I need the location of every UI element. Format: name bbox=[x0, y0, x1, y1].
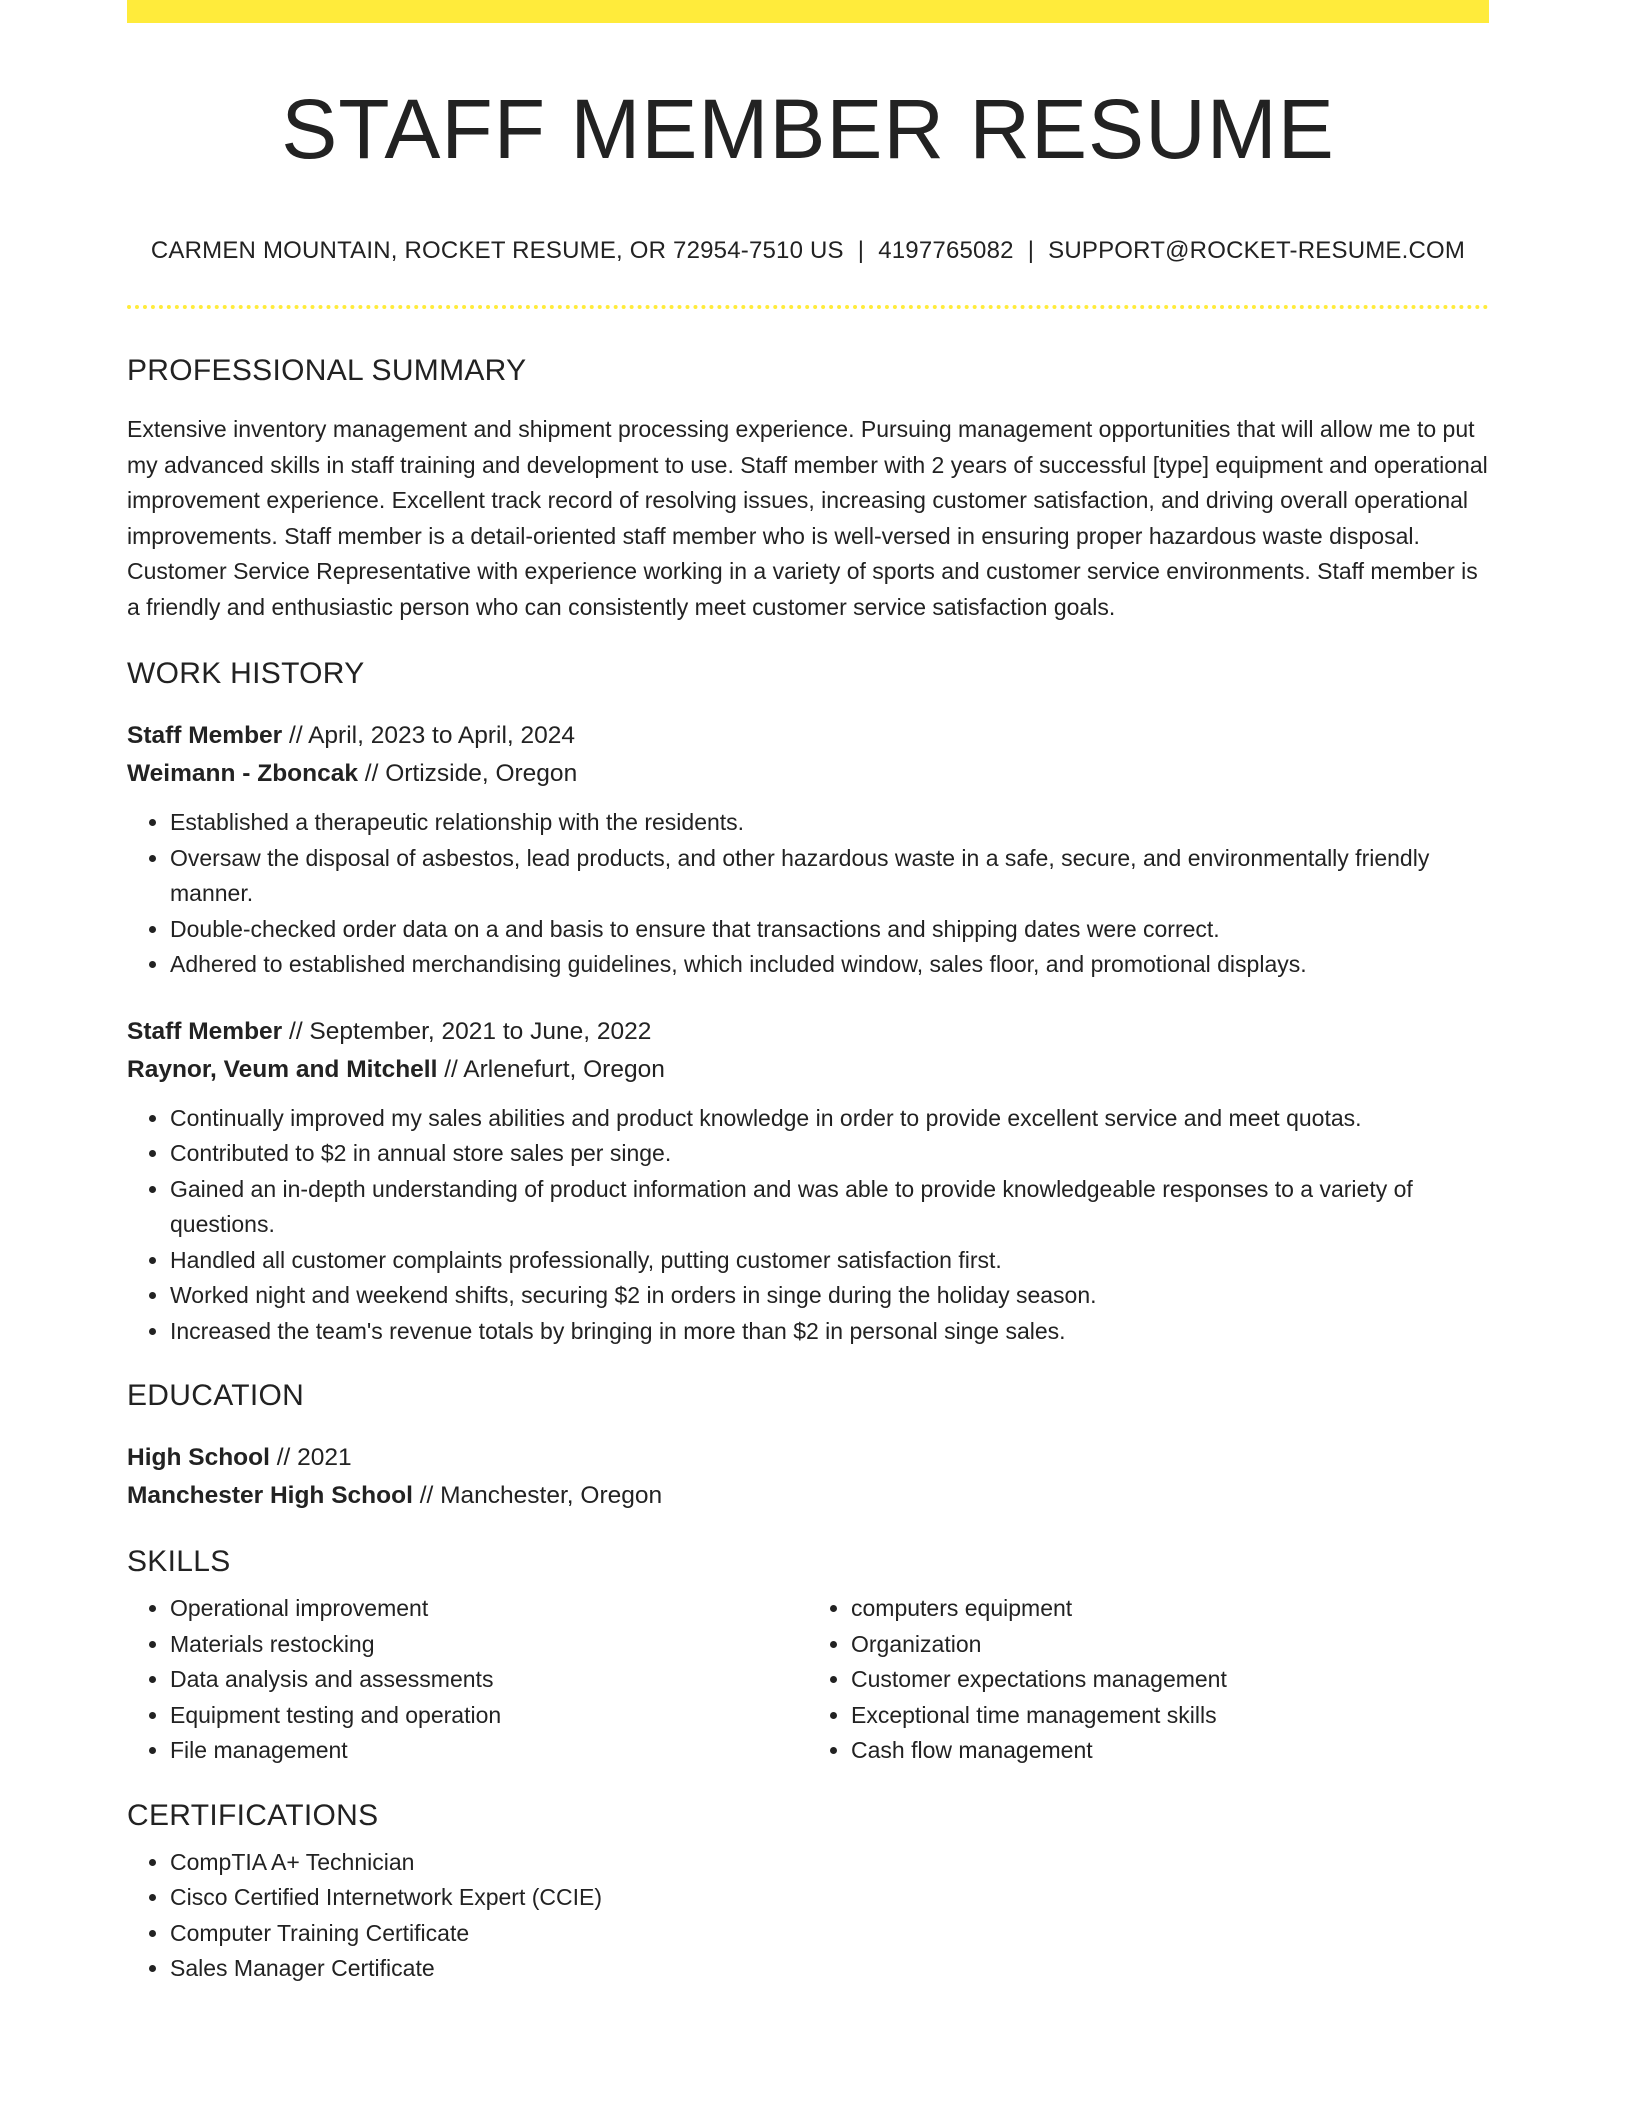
education-heading: EDUCATION bbox=[127, 1379, 305, 1413]
certification-item: • Cisco Certified Internetwork Expert (CCIE) bbox=[170, 1880, 1489, 1916]
skills-columns bbox=[127, 1591, 1489, 1769]
job-company: Raynor, Veum and Mitchell bbox=[127, 1055, 438, 1083]
summary-text: Extensive inventory management and shipment processing experience. Pursuing management opportunities that will allow me to put my advanced skills in staff training and development to use. Staff member with 2 years of successful [type] equipment and operational improvement experience. Excellent track record of resolving issues, increasing customer satisfaction, and driving overall operational improvements. Staff member is a detail-oriented staff member who is well-versed in ensuring proper hazardous waste disposal. Customer Service Representative with experience working in a variety of sports and customer service environments. Staff member is a friendly and enthusiastic person who can consistently meet customer service satisfaction goals. bbox=[127, 416, 1488, 620]
job-bullet: • Gained an in-depth understanding of product information and was able to provide knowledgeable responses to a variety of questions. bbox=[170, 1172, 1489, 1243]
job-bullets bbox=[127, 805, 1489, 983]
job-bullet: • Established a therapeutic relationship with the residents. bbox=[170, 805, 1489, 841]
contact-address: CARMEN MOUNTAIN, ROCKET RESUME, OR 72954-7510 US bbox=[150, 237, 844, 265]
job-company-line bbox=[127, 755, 1489, 793]
job-bullet: • Contributed to $2 in annual store sales per singe. bbox=[170, 1136, 1489, 1172]
job-bullets bbox=[127, 1101, 1489, 1350]
education-degree: High School bbox=[127, 1444, 270, 1472]
job-title: Staff Member bbox=[127, 722, 283, 750]
header-divider bbox=[127, 305, 1489, 309]
job-title: Staff Member bbox=[127, 1017, 283, 1045]
resume-page bbox=[127, 0, 1489, 1987]
resume-title: STAFF MEMBER RESUME bbox=[281, 82, 1335, 176]
skills-list-right bbox=[808, 1591, 1489, 1769]
skills-heading: SKILLS bbox=[127, 1545, 231, 1579]
job-bullet: • Increased the team's revenue totals by bringing in more than $2 in personal singe sales. bbox=[170, 1314, 1489, 1350]
contact-phone: 4197765082 bbox=[878, 237, 1014, 265]
job-bullet: • Worked night and weekend shifts, securing $2 in orders in singe during the holiday season. bbox=[170, 1278, 1489, 1314]
contact-separator: | bbox=[1027, 237, 1035, 265]
job-bullet: • Adhered to established merchandising guidelines, which included window, sales floor, and promotional displays. bbox=[170, 947, 1489, 983]
skill-item: • Materials restocking bbox=[170, 1627, 808, 1663]
skill-item: • Data analysis and assessments bbox=[170, 1662, 808, 1698]
certification-item: • Computer Training Certificate bbox=[170, 1916, 1489, 1952]
job-title-line bbox=[127, 1013, 1489, 1051]
skill-item: • Cash flow management bbox=[851, 1733, 1489, 1769]
job-location: // Ortizside, Oregon bbox=[357, 760, 578, 788]
job-company-line bbox=[127, 1051, 1489, 1089]
certifications-heading: CERTIFICATIONS bbox=[127, 1798, 379, 1832]
top-accent-bar bbox=[127, 0, 1489, 23]
summary-heading: PROFESSIONAL SUMMARY bbox=[127, 354, 527, 388]
education-school: Manchester High School bbox=[127, 1482, 413, 1510]
job-bullet: • Double-checked order data on a and basis to ensure that transactions and shipping dates were correct. bbox=[170, 912, 1489, 948]
job-bullet: • Oversaw the disposal of asbestos, lead products, and other hazardous waste in a safe, secure, and environmentally friendly manner. bbox=[170, 841, 1489, 912]
skill-item: • Organization bbox=[851, 1627, 1489, 1663]
job-location: // Arlenefurt, Oregon bbox=[437, 1055, 665, 1083]
education-school-line bbox=[127, 1477, 1489, 1515]
work-history-heading: WORK HISTORY bbox=[127, 657, 365, 691]
contact-email: SUPPORT@ROCKET-RESUME.COM bbox=[1048, 237, 1466, 265]
certifications-list bbox=[127, 1845, 1489, 1987]
job-bullet: • Handled all customer complaints professionally, putting customer satisfaction first. bbox=[170, 1243, 1489, 1279]
job-title-line bbox=[127, 717, 1489, 755]
skills-list-left bbox=[127, 1591, 808, 1769]
job-entry bbox=[127, 717, 1489, 983]
education-year: // 2021 bbox=[269, 1444, 352, 1472]
skill-item: • Equipment testing and operation bbox=[170, 1698, 808, 1734]
education-entry bbox=[127, 1439, 1489, 1515]
skill-item: • File management bbox=[170, 1733, 808, 1769]
job-entry bbox=[127, 1013, 1489, 1350]
skill-item: • computers equipment bbox=[851, 1591, 1489, 1627]
education-degree-line bbox=[127, 1439, 1489, 1477]
contact-line bbox=[127, 237, 1489, 265]
job-bullet: • Continually improved my sales abilities and product knowledge in order to provide excellent service and meet quotas. bbox=[170, 1101, 1489, 1137]
certification-item: • Sales Manager Certificate bbox=[170, 1951, 1489, 1987]
skill-item: • Exceptional time management skills bbox=[851, 1698, 1489, 1734]
job-company: Weimann - Zboncak bbox=[127, 760, 358, 788]
job-dates: // September, 2021 to June, 2022 bbox=[282, 1017, 652, 1045]
job-dates: // April, 2023 to April, 2024 bbox=[282, 722, 576, 750]
contact-separator: | bbox=[857, 237, 865, 265]
certification-item: • CompTIA A+ Technician bbox=[170, 1845, 1489, 1881]
skill-item: • Customer expectations management bbox=[851, 1662, 1489, 1698]
education-location: // Manchester, Oregon bbox=[412, 1482, 663, 1510]
skill-item: • Operational improvement bbox=[170, 1591, 808, 1627]
